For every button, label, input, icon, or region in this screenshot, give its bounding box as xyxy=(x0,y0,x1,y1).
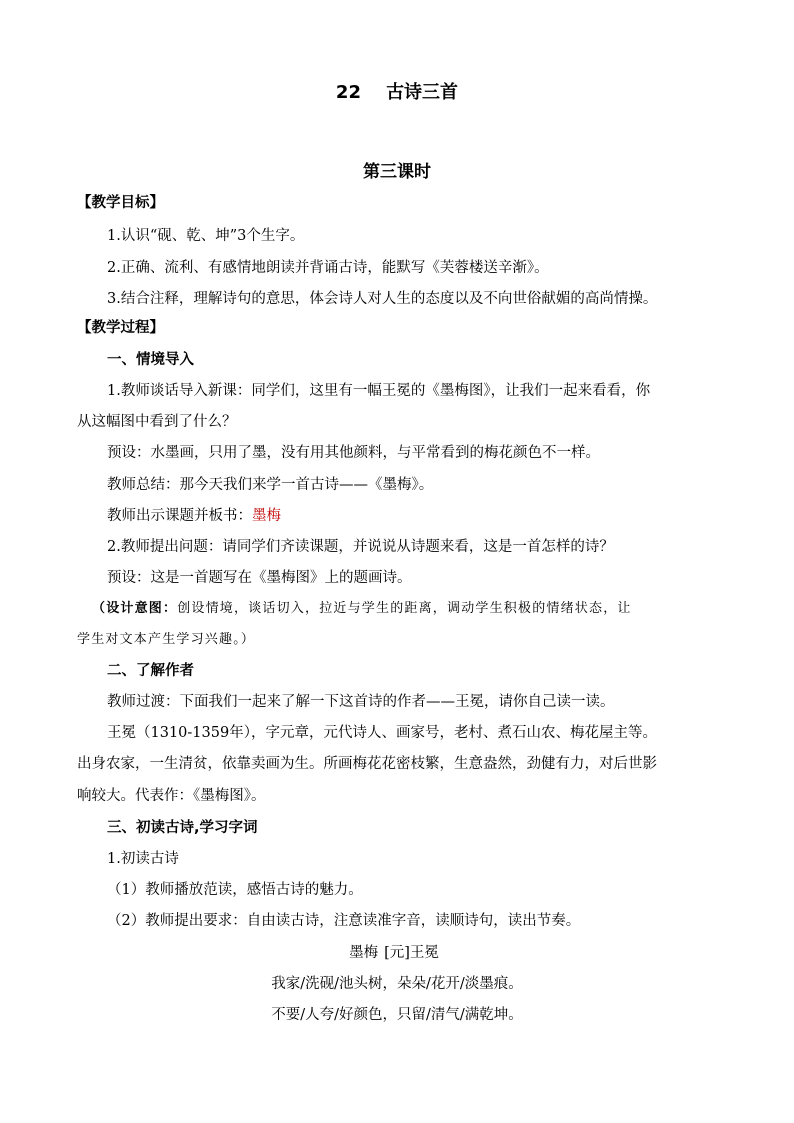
part2-para2-line2: 出身农家，一生清贫，依靠卖画为生。所画梅花花密枝繁，生意盎然，劲健有力，对后世影 xyxy=(77,756,657,772)
lesson-name: 古诗三首 xyxy=(386,82,459,103)
poem-line-2: 不要/人夸/好颜色，只留/清气/满乾坤。 xyxy=(271,1007,523,1023)
part2-heading: 二、了解作者 xyxy=(107,663,194,679)
part1-para1-line1: 1.教师谈话导入新课：同学们，这里有一幅王冕的《墨梅图》，让我们一起来看看，你 xyxy=(107,383,651,399)
goal-item-3: 3.结合注释，理解诗句的意思，体会诗人对人生的态度以及不向世俗献媚的高尚情操。 xyxy=(107,291,658,307)
part1-para5: 2.教师提出问题：请同学们齐读课题，并说说从诗题来看，这是一首怎样的诗？ xyxy=(107,539,614,555)
process-heading: 【教学过程】 xyxy=(77,320,164,336)
poem-line-1: 我家/洗砚/池头树，朵朵/花开/淡墨痕。 xyxy=(271,976,523,992)
section-title: 第三课时 xyxy=(363,162,431,182)
lesson-number: 22 xyxy=(335,82,361,103)
part2-para2-line3: 响较大。代表作：《墨梅图》。 xyxy=(77,788,266,804)
part1-para3: 教师总结：那今天我们来学一首古诗——《墨梅》。 xyxy=(107,477,434,493)
part2-para2-line1: 王冕（1310-1359年），字元章，元代诗人、画家号，老村、煮石山农、梅花屋主等。 xyxy=(107,725,657,741)
design-intent-label: （设计意图： xyxy=(92,601,178,616)
part3-para1: 1.初读古诗 xyxy=(107,851,179,867)
poem-author: [元]王冕 xyxy=(384,945,439,961)
poem-heading xyxy=(0,943,794,963)
part3-para3: （2）教师提出要求：自由读古诗，注意读准字音，读顺诗句，读出节奏。 xyxy=(107,913,581,929)
goals-heading: 【教学目标】 xyxy=(77,195,164,211)
part1-para4 xyxy=(107,506,747,526)
part3-para2: （1）教师播放范读，感悟古诗的魅力。 xyxy=(107,882,363,898)
part2-para1: 教师过渡：下面我们一起来了解一下这首诗的作者——王冕，请你自己读一读。 xyxy=(107,694,615,710)
lesson-title xyxy=(0,78,794,104)
board-writing-prefix: 教师出示课题并板书： xyxy=(107,508,252,524)
goal-item-2: 2.正确、流利、有感情地朗读并背诵古诗，能默写《芙蓉楼送辛渐》。 xyxy=(107,260,549,276)
goal-item-1: 1.认识“砚、乾、坤”3个生字。 xyxy=(107,228,305,244)
design-intent-text: 创设情境，谈话切入，拉近与学生的距离，调动学生积极的情绪状态，让 xyxy=(177,601,632,616)
part1-para2: 预设：水墨画，只用了墨，没有用其他颜料，与平常看到的梅花颜色不一样。 xyxy=(107,445,600,461)
part1-para6: 预设：这是一首题写在《墨梅图》上的题画诗。 xyxy=(107,570,412,586)
part1-para1-line2: 从这幅图中看到了什么？ xyxy=(77,414,237,430)
design-intent-line2: 学生对文本产生学习兴趣。） xyxy=(77,632,256,647)
design-intent-line1 xyxy=(92,599,732,619)
part3-heading: 三、初读古诗,学习字词 xyxy=(107,820,258,836)
poem-title: 墨梅 xyxy=(349,945,379,961)
part1-heading: 一、情境导入 xyxy=(107,352,194,368)
board-writing-title: 墨梅 xyxy=(252,508,281,524)
